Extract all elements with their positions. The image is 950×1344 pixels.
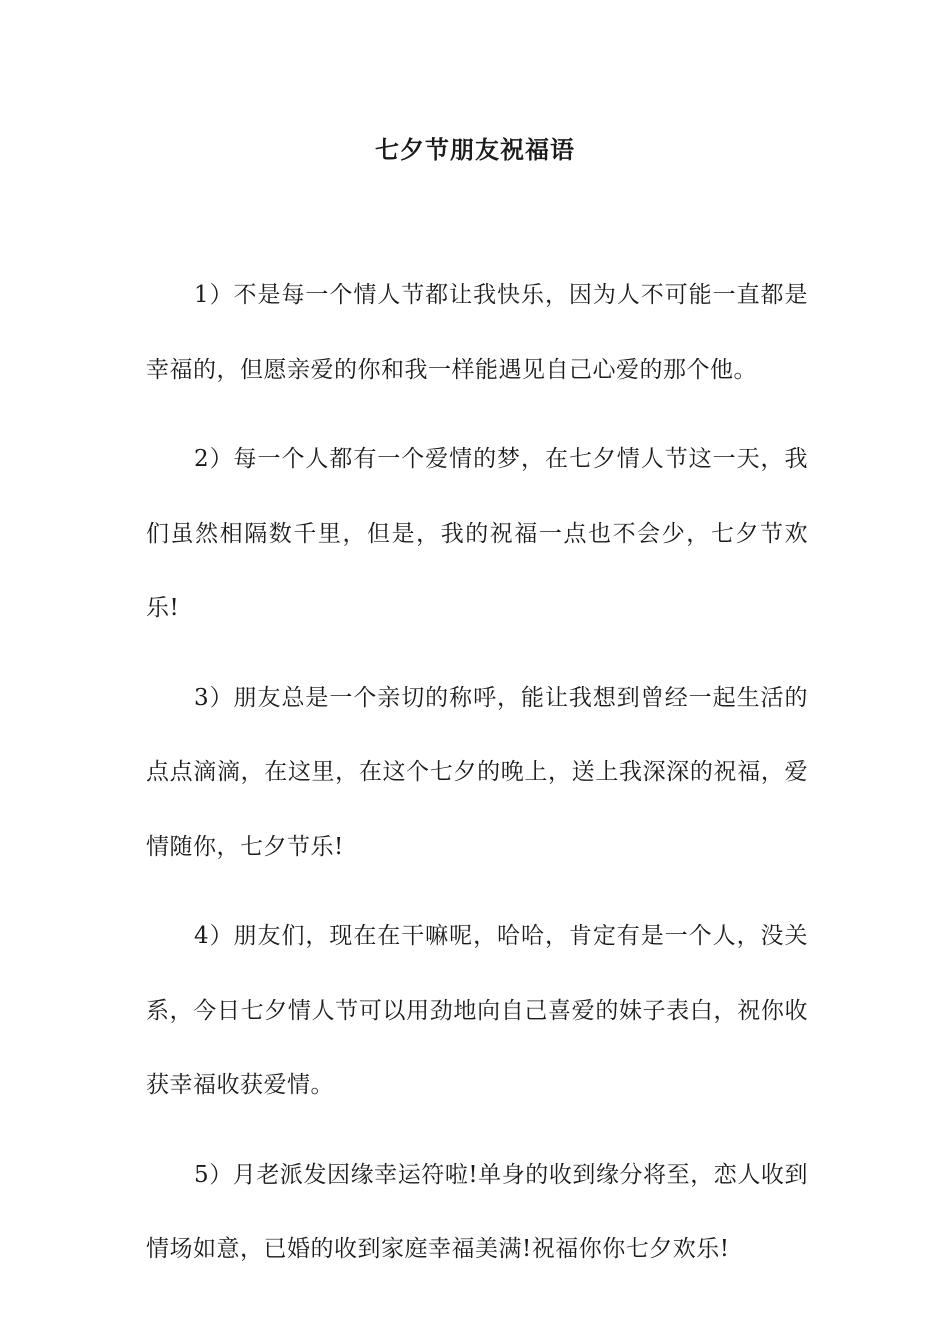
paragraph-5: 5）月老派发因缘幸运符啦!单身的收到缘分将至，恋人收到情场如意，已婚的收到家庭幸福美满!祝福你你七夕欢乐!: [146, 1161, 808, 1262]
document-title: 七夕节朋友祝福语: [375, 135, 575, 164]
paragraph-3: 3）朋友总是一个亲切的称呼，能让我想到曾经一起生活的点点滴滴，在这里，在这个七夕的晚上，送上我深深的祝福，爱情随你，七夕节乐!: [146, 684, 808, 860]
paragraph-1: 1）不是每一个情人节都让我快乐，因为人不可能一直都是幸福的，但愿亲爱的你和我一样能遇见自己心爱的那个他。: [146, 282, 808, 383]
paragraph-2: 2）每一个人都有一个爱情的梦，在七夕情人节这一天，我们虽然相隔数千里，但是，我的祝福一点也不会少，七夕节欢乐!: [146, 446, 808, 621]
paragraph-4: 4）朋友们，现在在干嘛呢，哈哈，肯定有是一个人，没关系，今日七夕情人节可以用劲地向自己喜爱的妹子表白，祝你收获幸福收获爱情。: [146, 923, 808, 1098]
document-body: [146, 258, 808, 1302]
